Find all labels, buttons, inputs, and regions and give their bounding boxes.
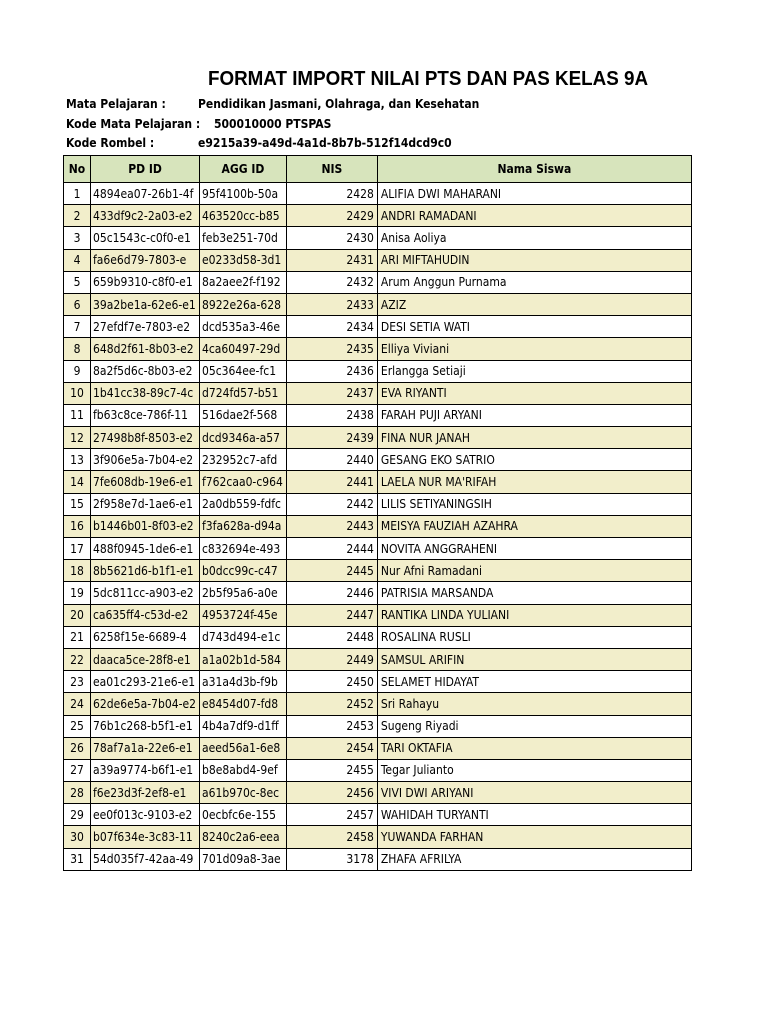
cell-nama-siswa[interactable]: RANTIKA LINDA YULIANI [377, 604, 691, 626]
cell-pd-id[interactable]: 78af7a1a-22e6-e1 [91, 737, 200, 759]
table-row [64, 759, 692, 781]
cell-pd-id[interactable]: 8b5621d6-b1f1-e1 [91, 560, 200, 582]
table-row [64, 249, 692, 271]
cell-nis[interactable]: 2452 [286, 693, 377, 715]
cell-no[interactable]: 3 [64, 227, 91, 249]
cell-no[interactable]: 15 [64, 493, 91, 515]
cell-pd-id[interactable]: f6e23d3f-2ef8-e1 [91, 782, 200, 804]
cell-agg-id[interactable]: 95f4100b-50a [200, 183, 287, 205]
cell-nama-siswa[interactable]: Erlangga Setiaji [377, 360, 691, 382]
cell-agg-id[interactable]: a61b970c-8ec [200, 782, 287, 804]
cell-pd-id[interactable]: ca635ff4-c53d-e2 [91, 604, 200, 626]
cell-agg-id[interactable]: b0dcc99c-c47 [200, 560, 287, 582]
cell-no[interactable]: 19 [64, 582, 91, 604]
cell-no[interactable]: 8 [64, 338, 91, 360]
cell-nama-siswa[interactable]: FARAH PUJI ARYANI [377, 404, 691, 426]
cell-no[interactable]: 24 [64, 693, 91, 715]
cell-pd-id[interactable]: ea01c293-21e6-e1 [91, 671, 200, 693]
cell-pd-id[interactable]: 3f906e5a-7b04-e2 [91, 449, 200, 471]
cell-agg-id[interactable]: 4ca60497-29d [200, 338, 287, 360]
cell-agg-id[interactable]: 0ecbfc6e-155 [200, 804, 287, 826]
cell-nama-siswa[interactable]: SAMSUL ARIFIN [377, 648, 691, 670]
cell-nis[interactable]: 2429 [286, 205, 377, 227]
cell-pd-id[interactable]: 648d2f61-8b03-e2 [91, 338, 200, 360]
table-row [64, 648, 692, 670]
cell-nis[interactable]: 2436 [286, 360, 377, 382]
table-row [64, 449, 692, 471]
cell-agg-id[interactable]: 4b4a7df9-d1ff [200, 715, 287, 737]
cell-agg-id[interactable]: dcd9346a-a57 [200, 427, 287, 449]
mapel-value: Pendidikan Jasmani, Olahraga, dan Kesehatan [198, 97, 480, 111]
table-row [64, 338, 692, 360]
cell-nis[interactable]: 2454 [286, 737, 377, 759]
kode-mapel-label: Kode Mata Pelajaran : [66, 117, 201, 131]
cell-nama-siswa[interactable]: DESI SETIA WATI [377, 316, 691, 338]
cell-no[interactable]: 5 [64, 271, 91, 293]
cell-no[interactable]: 22 [64, 648, 91, 670]
cell-nama-siswa[interactable]: Elliya Viviani [377, 338, 691, 360]
cell-nis[interactable]: 2457 [286, 804, 377, 826]
cell-agg-id[interactable]: c832694e-493 [200, 538, 287, 560]
cell-no[interactable]: 4 [64, 249, 91, 271]
cell-no[interactable]: 20 [64, 604, 91, 626]
table-row [64, 826, 692, 848]
cell-pd-id[interactable]: 76b1c268-b5f1-e1 [91, 715, 200, 737]
cell-nis[interactable]: 2458 [286, 826, 377, 848]
cell-nama-siswa[interactable]: MEISYA FAUZIAH AZAHRA [377, 515, 691, 537]
cell-no[interactable]: 9 [64, 360, 91, 382]
table-row [64, 205, 692, 227]
table-row [64, 183, 692, 205]
cell-agg-id[interactable]: 05c364ee-fc1 [200, 360, 287, 382]
cell-no[interactable]: 7 [64, 316, 91, 338]
cell-pd-id[interactable]: 5dc811cc-a903-e2 [91, 582, 200, 604]
cell-nis[interactable]: 2453 [286, 715, 377, 737]
cell-nis[interactable]: 2442 [286, 493, 377, 515]
cell-pd-id[interactable]: 39a2be1a-62e6-e1 [91, 293, 200, 315]
cell-pd-id[interactable]: fb63c8ce-786f-11 [91, 404, 200, 426]
cell-pd-id[interactable]: 488f0945-1de6-e1 [91, 538, 200, 560]
cell-nama-siswa[interactable]: AZIZ [377, 293, 691, 315]
table-row [64, 427, 692, 449]
cell-nama-siswa[interactable]: TARI OKTAFIA [377, 737, 691, 759]
cell-pd-id[interactable]: b07f634e-3c83-11 [91, 826, 200, 848]
cell-no[interactable]: 21 [64, 626, 91, 648]
cell-pd-id[interactable]: fa6e6d79-7803-e [91, 249, 200, 271]
cell-nama-siswa[interactable]: NOVITA ANGGRAHENI [377, 538, 691, 560]
cell-agg-id[interactable]: f762caa0-c964 [200, 471, 287, 493]
cell-pd-id[interactable]: b1446b01-8f03-e2 [91, 515, 200, 537]
table-row [64, 271, 692, 293]
cell-nama-siswa[interactable]: Sri Rahayu [377, 693, 691, 715]
cell-nis[interactable]: 2432 [286, 271, 377, 293]
cell-nama-siswa[interactable]: ZHAFA AFRILYA [377, 848, 691, 870]
cell-nama-siswa[interactable]: Arum Anggun Purnama [377, 271, 691, 293]
cell-agg-id[interactable]: f3fa628a-d94a [200, 515, 287, 537]
cell-agg-id[interactable]: 701d09a8-3ae [200, 848, 287, 870]
table-row [64, 626, 692, 648]
cell-nama-siswa[interactable]: Tegar Julianto [377, 759, 691, 781]
cell-nama-siswa[interactable]: Nur Afni Ramadani [377, 560, 691, 582]
cell-pd-id[interactable]: 27498b8f-8503-e2 [91, 427, 200, 449]
cell-no[interactable]: 17 [64, 538, 91, 560]
cell-nama-siswa[interactable]: Sugeng Riyadi [377, 715, 691, 737]
cell-nis[interactable]: 2449 [286, 648, 377, 670]
cell-nama-siswa[interactable]: PATRISIA MARSANDA [377, 582, 691, 604]
table-row [64, 316, 692, 338]
table-row [64, 404, 692, 426]
cell-no[interactable]: 10 [64, 382, 91, 404]
cell-agg-id[interactable]: d724fd57-b51 [200, 382, 287, 404]
cell-pd-id[interactable]: 4894ea07-26b1-4f [91, 183, 200, 205]
cell-agg-id[interactable]: e8454d07-fd8 [200, 693, 287, 715]
cell-nama-siswa[interactable]: VIVI DWI ARIYANI [377, 782, 691, 804]
cell-agg-id[interactable]: a1a02b1d-584 [200, 648, 287, 670]
cell-no[interactable]: 12 [64, 427, 91, 449]
cell-nis[interactable]: 2455 [286, 759, 377, 781]
table-row [64, 715, 692, 737]
cell-agg-id[interactable]: 2a0db559-fdfc [200, 493, 287, 515]
cell-pd-id[interactable]: 54d035f7-42aa-49 [91, 848, 200, 870]
cell-agg-id[interactable]: 463520cc-b85 [200, 205, 287, 227]
cell-nis[interactable]: 2444 [286, 538, 377, 560]
cell-nama-siswa[interactable]: FINA NUR JANAH [377, 427, 691, 449]
cell-pd-id[interactable]: 6258f15e-6689-4 [91, 626, 200, 648]
cell-agg-id[interactable]: 516dae2f-568 [200, 404, 287, 426]
cell-no[interactable]: 29 [64, 804, 91, 826]
cell-nis[interactable]: 2435 [286, 338, 377, 360]
table-row [64, 560, 692, 582]
table-row [64, 382, 692, 404]
cell-pd-id[interactable]: 62de6e5a-7b04-e2 [91, 693, 200, 715]
cell-pd-id[interactable]: 659b9310-c8f0-e1 [91, 271, 200, 293]
cell-nama-siswa[interactable]: ALIFIA DWI MAHARANI [377, 183, 691, 205]
col-header-no: No [64, 156, 91, 183]
cell-nis[interactable]: 2447 [286, 604, 377, 626]
table-row [64, 360, 692, 382]
cell-nis[interactable]: 2445 [286, 560, 377, 582]
table-row [64, 737, 692, 759]
table-header-row [64, 156, 692, 183]
cell-nis[interactable]: 3178 [286, 848, 377, 870]
cell-nama-siswa[interactable]: YUWANDA FARHAN [377, 826, 691, 848]
cell-nis[interactable]: 2439 [286, 427, 377, 449]
cell-pd-id[interactable]: daaca5ce-28f8-e1 [91, 648, 200, 670]
cell-pd-id[interactable]: a39a9774-b6f1-e1 [91, 759, 200, 781]
table-row [64, 227, 692, 249]
cell-no[interactable]: 14 [64, 471, 91, 493]
cell-no[interactable]: 1 [64, 183, 91, 205]
cell-nis[interactable]: 2441 [286, 471, 377, 493]
cell-agg-id[interactable]: a31a4d3b-f9b [200, 671, 287, 693]
cell-nis[interactable]: 2438 [286, 404, 377, 426]
kode-mapel-value: 500010000 PTSPAS [214, 117, 332, 131]
rombel-label: Kode Rombel : [66, 136, 155, 150]
cell-agg-id[interactable]: 8a2aee2f-f192 [200, 271, 287, 293]
mapel-label: Mata Pelajaran : [66, 97, 166, 111]
cell-nama-siswa[interactable]: LAELA NUR MA'RIFAH [377, 471, 691, 493]
table-row [64, 293, 692, 315]
cell-agg-id[interactable]: dcd535a3-46e [200, 316, 287, 338]
cell-no[interactable]: 13 [64, 449, 91, 471]
table-row [64, 693, 692, 715]
cell-no[interactable]: 23 [64, 671, 91, 693]
cell-agg-id[interactable]: 232952c7-afd [200, 449, 287, 471]
col-header-nis: NIS [286, 156, 377, 183]
cell-nama-siswa[interactable]: LILIS SETIYANINGSIH [377, 493, 691, 515]
cell-pd-id[interactable]: 433df9c2-2a03-e2 [91, 205, 200, 227]
cell-no[interactable]: 31 [64, 848, 91, 870]
cell-nis[interactable]: 2448 [286, 626, 377, 648]
cell-no[interactable]: 11 [64, 404, 91, 426]
cell-nis[interactable]: 2450 [286, 671, 377, 693]
cell-agg-id[interactable]: aeed56a1-6e8 [200, 737, 287, 759]
cell-nis[interactable]: 2443 [286, 515, 377, 537]
cell-pd-id[interactable]: ee0f013c-9103-e2 [91, 804, 200, 826]
cell-no[interactable]: 18 [64, 560, 91, 582]
cell-nis[interactable]: 2430 [286, 227, 377, 249]
table-row [64, 471, 692, 493]
table-row [64, 804, 692, 826]
cell-nama-siswa[interactable]: WAHIDAH TURYANTI [377, 804, 691, 826]
table-row [64, 493, 692, 515]
cell-pd-id[interactable]: 2f958e7d-1ae6-e1 [91, 493, 200, 515]
cell-pd-id[interactable]: 27efdf7e-7803-e2 [91, 316, 200, 338]
cell-nis[interactable]: 2433 [286, 293, 377, 315]
sheet-title: FORMAT IMPORT NILAI PTS DAN PAS KELAS 9A [207, 68, 649, 90]
cell-nama-siswa[interactable]: ARI MIFTAHUDIN [377, 249, 691, 271]
cell-no[interactable]: 2 [64, 205, 91, 227]
cell-agg-id[interactable]: 4953724f-45e [200, 604, 287, 626]
cell-pd-id[interactable]: 05c1543c-c0f0-e1 [91, 227, 200, 249]
col-header-agg-id: AGG ID [200, 156, 287, 183]
table-row [64, 782, 692, 804]
cell-no[interactable]: 16 [64, 515, 91, 537]
cell-agg-id[interactable]: 2b5f95a6-a0e [200, 582, 287, 604]
cell-agg-id[interactable]: b8e8abd4-9ef [200, 759, 287, 781]
table-row [64, 582, 692, 604]
cell-nis[interactable]: 2434 [286, 316, 377, 338]
cell-pd-id[interactable]: 8a2f5d6c-8b03-e2 [91, 360, 200, 382]
cell-nama-siswa[interactable]: ROSALINA RUSLI [377, 626, 691, 648]
cell-agg-id[interactable]: feb3e251-70d [200, 227, 287, 249]
cell-nama-siswa[interactable]: ANDRI RAMADANI [377, 205, 691, 227]
col-header-pd-id: PD ID [91, 156, 200, 183]
cell-agg-id[interactable]: 8240c2a6-eea [200, 826, 287, 848]
cell-nis[interactable]: 2446 [286, 582, 377, 604]
cell-nis[interactable]: 2431 [286, 249, 377, 271]
table-row [64, 538, 692, 560]
table-row [64, 671, 692, 693]
cell-pd-id[interactable]: 1b41cc38-89c7-4c [91, 382, 200, 404]
cell-nama-siswa[interactable]: EVA RIYANTI [377, 382, 691, 404]
cell-no[interactable]: 27 [64, 759, 91, 781]
rombel-value: e9215a39-a49d-4a1d-8b7b-512f14dcd9c0 [198, 136, 452, 150]
cell-pd-id[interactable]: 7fe608db-19e6-e1 [91, 471, 200, 493]
cell-nis[interactable]: 2437 [286, 382, 377, 404]
student-table [63, 155, 692, 871]
cell-no[interactable]: 25 [64, 715, 91, 737]
cell-no[interactable]: 30 [64, 826, 91, 848]
table-row [64, 604, 692, 626]
cell-nama-siswa[interactable]: Anisa Aoliya [377, 227, 691, 249]
cell-nis[interactable]: 2456 [286, 782, 377, 804]
cell-nama-siswa[interactable]: GESANG EKO SATRIO [377, 449, 691, 471]
cell-nama-siswa[interactable]: SELAMET HIDAYAT [377, 671, 691, 693]
col-header-nama-siswa: Nama Siswa [377, 156, 691, 183]
table-row [64, 848, 692, 870]
cell-agg-id[interactable]: d743d494-e1c [200, 626, 287, 648]
cell-no[interactable]: 6 [64, 293, 91, 315]
cell-agg-id[interactable]: 8922e26a-628 [200, 293, 287, 315]
cell-nis[interactable]: 2440 [286, 449, 377, 471]
table-row [64, 515, 692, 537]
cell-no[interactable]: 28 [64, 782, 91, 804]
cell-agg-id[interactable]: e0233d58-3d1 [200, 249, 287, 271]
cell-nis[interactable]: 2428 [286, 183, 377, 205]
cell-no[interactable]: 26 [64, 737, 91, 759]
